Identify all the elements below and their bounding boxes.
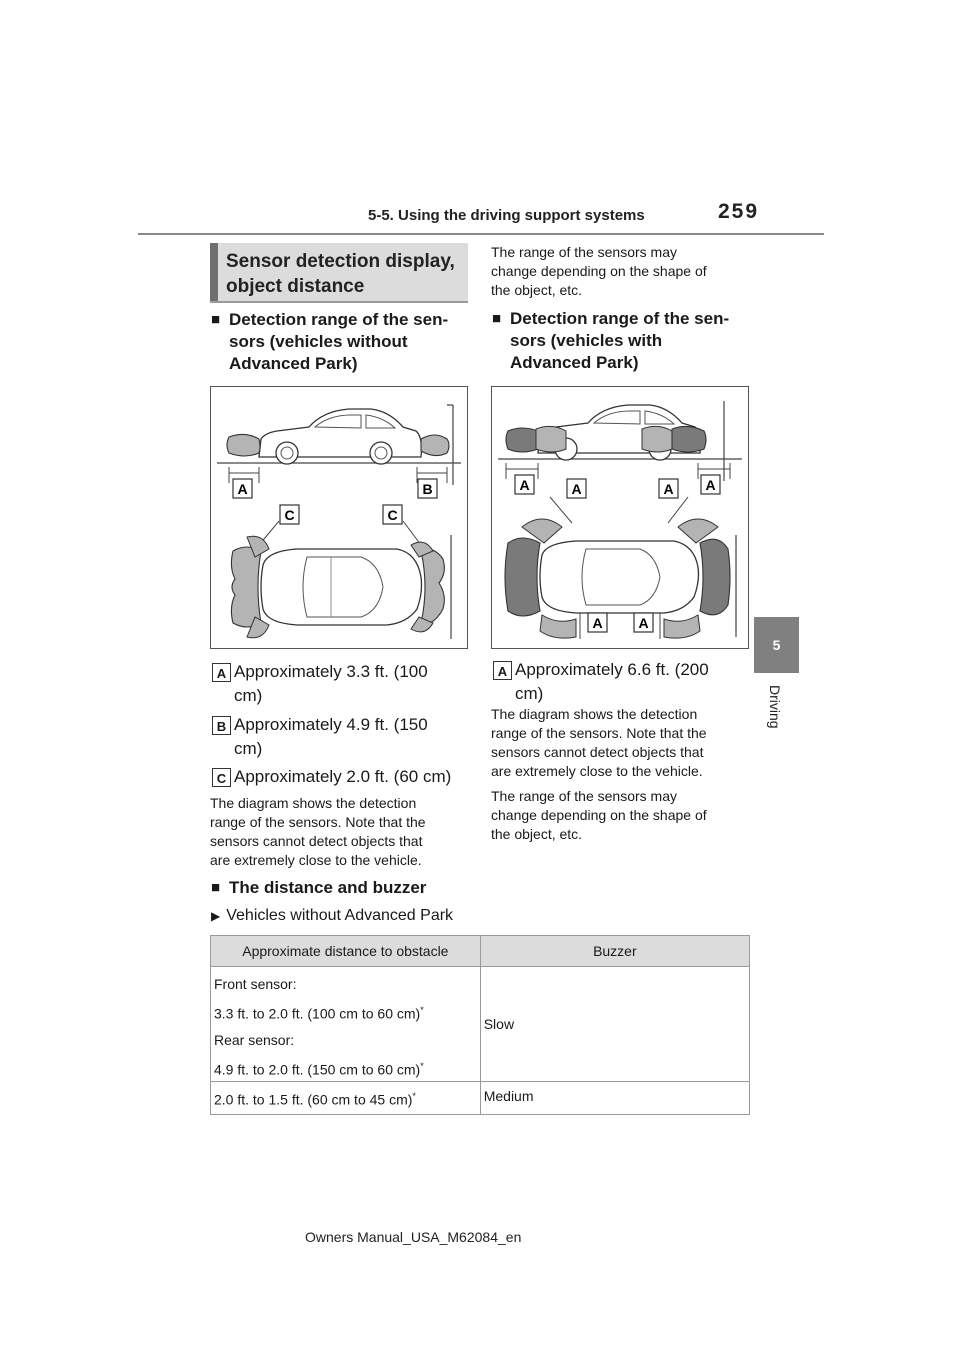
table-row <box>211 1082 750 1115</box>
distance-buzzer-heading <box>211 877 491 899</box>
right-note-line4: are extremely close to the vehicle. <box>491 763 703 779</box>
diagram-label-a-5: A <box>592 615 603 631</box>
sensor-range-diagram-without-advanced-park <box>210 386 468 649</box>
table-cell-distance <box>211 1082 481 1115</box>
left-subheading-line2: sors (vehicles without <box>229 332 408 351</box>
rear-sensor-range-line <box>211 1049 480 1079</box>
left-subheading-line1: Detection range of the sen- <box>229 310 449 329</box>
left-note-line1: The diagram shows the detection <box>210 795 417 811</box>
right-note2-line1: The range of the sensors may <box>491 788 677 804</box>
right-note2-line2: change depending on the shape of <box>491 807 707 823</box>
diagram-label-a: A <box>237 481 248 497</box>
section-heading-line2: object distance <box>226 276 365 297</box>
left-subheading-line3: Advanced Park) <box>229 354 358 373</box>
table-header-row <box>211 936 750 967</box>
definition-c <box>212 765 474 789</box>
left-note-line2: range of the sensors. Note that the <box>210 814 426 830</box>
square-bullet-icon: ■ <box>211 311 221 328</box>
medium-range: 2.0 ft. to 1.5 ft. (60 cm to 45 cm) <box>214 1091 413 1108</box>
car-sensor-diagram-right <box>492 387 748 648</box>
square-bullet-icon: ■ <box>492 310 502 327</box>
definition-badge-c: C <box>212 768 231 787</box>
diagram-label-c-left: C <box>284 507 295 523</box>
section-heading-box <box>210 243 468 301</box>
buzzer-medium: Medium <box>483 1088 534 1104</box>
chapter-tab-label: Driving <box>767 685 783 729</box>
right-top-note-line1: The range of the sensors may <box>491 244 677 260</box>
distance-buzzer-heading-text: The distance and buzzer <box>229 878 427 897</box>
definition-c-line1: Approximately 2.0 ft. (60 cm) <box>234 767 452 786</box>
right-top-note-line3: the object, etc. <box>491 282 583 298</box>
left-note-line3: sensors cannot detect objects that <box>210 833 423 849</box>
sensor-range-diagram-with-advanced-park <box>491 386 749 649</box>
rear-sensor-range: 4.9 ft. to 2.0 ft. (150 cm to 60 cm) <box>214 1061 421 1078</box>
left-subheading <box>211 309 471 375</box>
right-note-line3: sensors cannot detect objects that <box>491 744 704 760</box>
definition-badge-b: B <box>212 716 231 735</box>
right-subheading <box>492 308 752 374</box>
right-note2-line3: the object, etc. <box>491 826 583 842</box>
diagram-label-a-3: A <box>663 481 674 497</box>
section-heading <box>226 249 455 299</box>
square-bullet-icon: ■ <box>211 879 221 896</box>
header-rule <box>138 233 824 235</box>
front-sensor-range: 3.3 ft. to 2.0 ft. (100 cm to 60 cm) <box>214 1005 421 1022</box>
right-diagram-note-2 <box>491 787 753 844</box>
left-note-line4: are extremely close to the vehicle. <box>210 852 422 868</box>
right-subheading-line3: Advanced Park) <box>510 353 639 372</box>
diagram-label-a-4: A <box>705 477 716 493</box>
definition-a <box>212 660 474 708</box>
definition-a-advanced-line2: cm) <box>515 684 544 703</box>
medium-range-line <box>211 1082 480 1109</box>
distance-buzzer-table-wrap <box>210 935 750 1115</box>
definition-b-line1: Approximately 4.9 ft. (150 <box>234 715 428 734</box>
right-top-note <box>491 243 753 300</box>
footnote-mark: * <box>420 1005 424 1015</box>
rear-sensor-label: Rear sensor: <box>214 1031 295 1048</box>
front-sensor-label: Front sensor: <box>214 976 297 992</box>
definition-a-advanced <box>493 658 755 706</box>
definition-b <box>212 713 474 761</box>
diagram-label-b: B <box>422 481 433 497</box>
diagram-label-a-2: A <box>571 481 582 497</box>
table-cell-distance <box>211 967 481 1082</box>
section-underline <box>210 301 468 303</box>
left-diagram-note <box>210 794 472 870</box>
definition-a-line2: cm) <box>234 686 263 705</box>
footnote-mark: * <box>412 1091 416 1101</box>
table-header-buzzer: Buzzer <box>480 936 749 967</box>
distance-buzzer-table <box>210 935 750 1115</box>
diagram-label-c-right: C <box>387 507 398 523</box>
diagram-label-a-6: A <box>638 615 649 631</box>
table-row <box>211 967 750 1082</box>
diagram-label-a-1: A <box>519 477 530 493</box>
definition-b-line2: cm) <box>234 739 263 758</box>
table-cell-buzzer <box>480 1082 749 1115</box>
section-heading-line1: Sensor detection display, <box>226 251 455 272</box>
right-top-note-line2: change depending on the shape of <box>491 263 707 279</box>
definition-badge-a: A <box>212 663 231 682</box>
buzzer-slow: Slow <box>483 1016 515 1032</box>
chapter-tab-number: 5 <box>754 617 799 673</box>
right-note-line2: range of the sensors. Note that the <box>491 725 707 741</box>
definition-badge-a-advanced: A <box>493 661 512 680</box>
header-section-title: 5-5. Using the driving support systems <box>368 207 645 224</box>
right-subheading-line1: Detection range of the sen- <box>510 309 730 328</box>
footnote-mark: * <box>420 1060 424 1071</box>
definition-a-line1: Approximately 3.3 ft. (100 <box>234 662 428 681</box>
right-subheading-line2: sors (vehicles with <box>510 331 663 350</box>
vehicle-type-line <box>211 906 453 926</box>
definition-a-advanced-line1: Approximately 6.6 ft. (200 <box>515 660 709 679</box>
vehicle-type-text: Vehicles without Advanced Park <box>226 907 454 924</box>
page-number: 259 <box>718 200 760 223</box>
table-header-distance: Approximate distance to obstacle <box>211 936 481 967</box>
table-cell-buzzer <box>480 967 749 1082</box>
footer-manual-id: Owners Manual_USA_M62084_en <box>305 1229 522 1245</box>
triangle-bullet-icon: ▶ <box>211 909 221 923</box>
car-sensor-diagram-left <box>211 387 467 648</box>
right-note-line1: The diagram shows the detection <box>491 706 698 722</box>
right-diagram-note <box>491 705 753 781</box>
front-sensor-range-line <box>211 993 480 1023</box>
